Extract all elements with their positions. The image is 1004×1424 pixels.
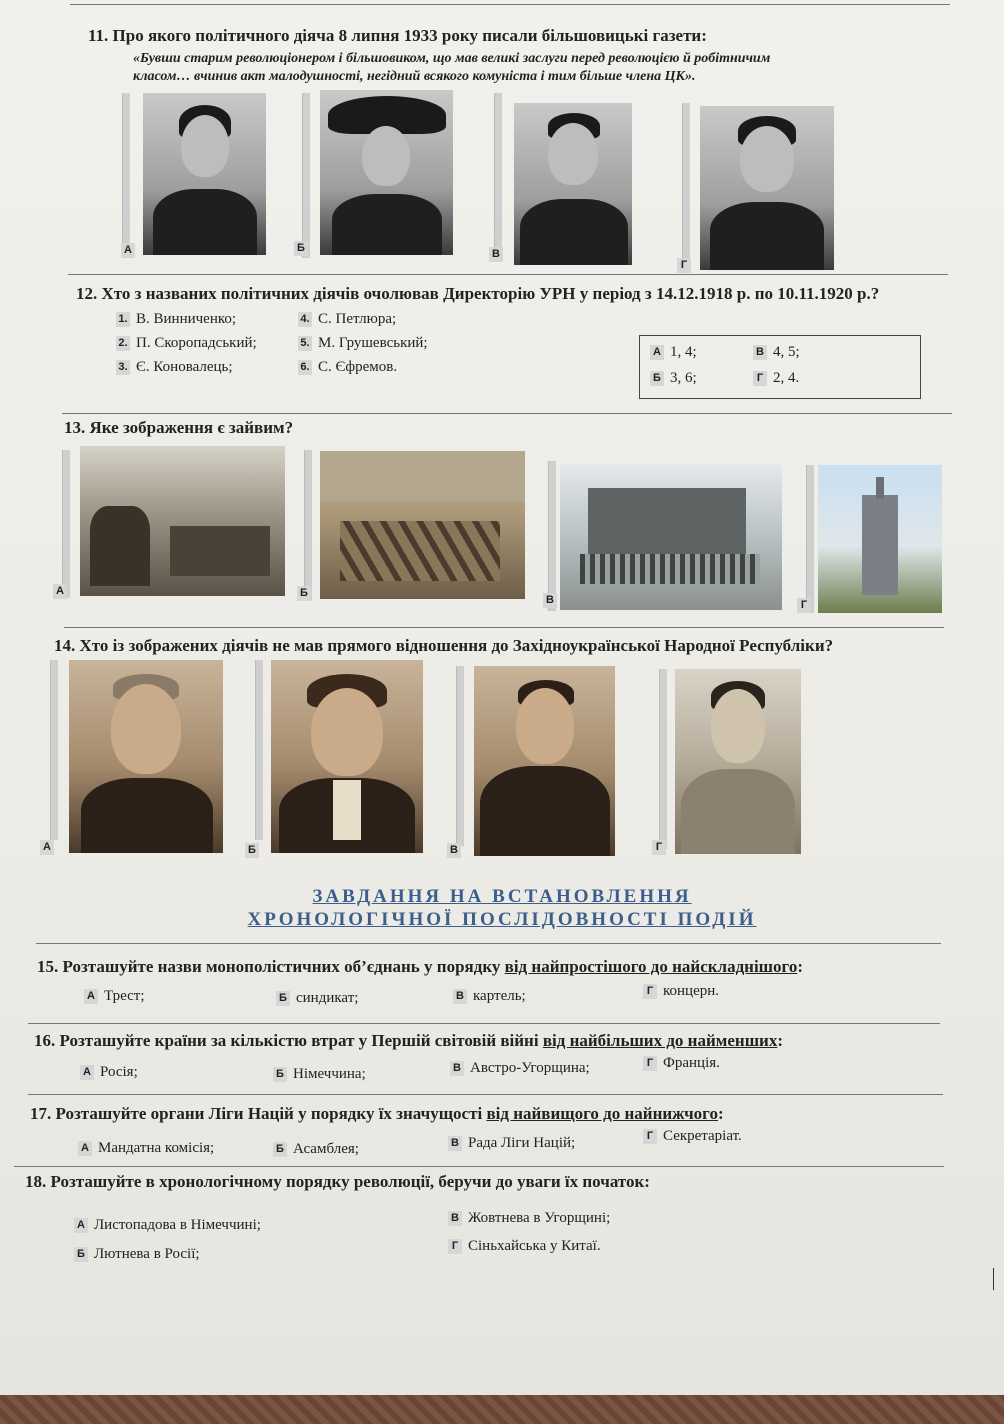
portrait-photo-a[interactable] bbox=[69, 660, 223, 853]
divider bbox=[64, 627, 944, 628]
option-bar bbox=[255, 660, 263, 840]
q12-item-4: 4. С. Петлюра; bbox=[298, 311, 396, 328]
option-bar bbox=[50, 660, 58, 840]
question-17-title: 17. Розташуйте органи Ліги Націй у порядку їх значущості від найвищого до найнижчого: bbox=[30, 1104, 724, 1123]
q17-option-a[interactable]: А Мандатна комісія; bbox=[78, 1140, 214, 1157]
q12-item-6: 6. С. Єфремов. bbox=[298, 359, 397, 376]
option-label-g[interactable]: Г bbox=[797, 598, 811, 613]
photo-street-scene-a[interactable] bbox=[80, 446, 285, 596]
photo-railway-car-v[interactable] bbox=[560, 464, 782, 610]
option-label-a[interactable]: А bbox=[53, 584, 67, 599]
option-bar bbox=[122, 93, 130, 258]
background-fabric bbox=[0, 1395, 1004, 1424]
q16-option-a[interactable]: А Росія; bbox=[80, 1064, 138, 1081]
question-18-title: 18. Розташуйте в хронологічному порядку революції, беручи до уваги їх початок: bbox=[25, 1172, 650, 1191]
portrait-photo-g[interactable] bbox=[700, 106, 834, 270]
option-bar bbox=[456, 666, 464, 846]
section-title-line1: ЗАВДАННЯ НА ВСТАНОВЛЕННЯ bbox=[312, 886, 692, 907]
option-label-b[interactable]: Б bbox=[294, 241, 308, 256]
page-edge-mark bbox=[993, 1268, 994, 1290]
q17-option-g[interactable]: Г Секретаріат. bbox=[643, 1128, 742, 1145]
divider bbox=[36, 943, 941, 944]
option-label-g[interactable]: Г bbox=[652, 840, 666, 855]
divider bbox=[70, 4, 950, 5]
option-label-v[interactable]: В bbox=[489, 247, 503, 262]
question-16-title: 16. Розташуйте країни за кількістю втрат у Першій світовій війні від найбільших до найменших: bbox=[34, 1031, 784, 1050]
option-bar bbox=[304, 450, 312, 600]
q12-item-1: 1. В. Винниченко; bbox=[116, 311, 236, 328]
option-bar bbox=[62, 450, 70, 598]
q17-option-v[interactable]: В Рада Ліги Націй; bbox=[448, 1135, 575, 1152]
divider bbox=[68, 274, 948, 275]
option-bar bbox=[548, 461, 556, 611]
option-label-b[interactable]: Б bbox=[245, 843, 259, 858]
q15-option-v[interactable]: В картель; bbox=[453, 988, 526, 1005]
q18-option-v[interactable]: В Жовтнева в Угорщині; bbox=[448, 1210, 610, 1227]
q15-option-g[interactable]: Г концерн. bbox=[643, 983, 719, 1000]
option-label-v[interactable]: В bbox=[447, 843, 461, 858]
portrait-photo-g[interactable] bbox=[675, 669, 801, 854]
painting-battle-b[interactable] bbox=[320, 451, 525, 599]
q18-option-g[interactable]: Г Сіньхайська у Китаї. bbox=[448, 1238, 601, 1255]
portrait-photo-v[interactable] bbox=[514, 103, 632, 265]
q16-option-v[interactable]: В Австро-Угорщина; bbox=[450, 1060, 590, 1077]
q12-answer-b[interactable]: Б 3, 6; bbox=[650, 370, 697, 387]
q17-option-b[interactable]: Б Асамблея; bbox=[273, 1141, 359, 1158]
photo-memorial-g[interactable] bbox=[818, 465, 942, 613]
q12-answer-a[interactable]: А 1, 4; bbox=[650, 344, 697, 361]
portrait-photo-b[interactable] bbox=[271, 660, 423, 853]
q18-option-a[interactable]: А Листопадова в Німеччині; bbox=[74, 1217, 261, 1234]
question-12-title: 12. Хто з названих політичних діячів очолював Директорію УРН у період з 14.12.1918 р. по 10.11.1920 р.? bbox=[76, 284, 880, 303]
option-label-a[interactable]: А bbox=[40, 840, 54, 855]
q12-item-5: 5. М. Грушевський; bbox=[298, 335, 428, 352]
question-14-title: 14. Хто із зображених діячів не мав прямого відношення до Західноукраїнської Народної Республіки? bbox=[54, 636, 834, 655]
section-title-line2: ХРОНОЛОГІЧНОЇ ПОСЛІДОВНОСТІ ПОДІЙ bbox=[247, 909, 757, 930]
option-bar bbox=[494, 93, 502, 258]
q16-option-g[interactable]: Г Франція. bbox=[643, 1055, 720, 1072]
question-11-title: 11. Про якого політичного діяча 8 липня 1933 року писали більшовицькі газети: bbox=[88, 26, 707, 45]
q15-option-b[interactable]: Б синдикат; bbox=[276, 990, 358, 1007]
q15-option-a[interactable]: А Трест; bbox=[84, 988, 145, 1005]
option-bar bbox=[806, 465, 814, 613]
portrait-photo-v[interactable] bbox=[474, 666, 615, 856]
option-label-g[interactable]: Г bbox=[677, 258, 691, 273]
question-15-title: 15. Розташуйте назви монополістичних об’єднань у порядку від найпростішого до найскладнішого: bbox=[37, 957, 804, 976]
option-label-v[interactable]: В bbox=[543, 593, 557, 608]
divider bbox=[62, 413, 952, 414]
q16-option-b[interactable]: Б Німеччина; bbox=[273, 1066, 366, 1083]
q12-item-3: 3. Є. Коновалець; bbox=[116, 359, 233, 376]
q18-option-b[interactable]: Б Лютнева в Росії; bbox=[74, 1246, 200, 1263]
divider bbox=[28, 1094, 943, 1095]
option-bar bbox=[302, 93, 310, 258]
divider bbox=[14, 1166, 944, 1167]
portrait-photo-a[interactable] bbox=[143, 93, 266, 255]
q12-item-2: 2. П. Скоропадський; bbox=[116, 335, 257, 352]
option-label-b[interactable]: Б bbox=[297, 586, 311, 601]
option-label-a[interactable]: А bbox=[121, 243, 135, 258]
question-11-quote-line2: класом… вчинив акт малодушності, негідний всякого комуніста і тим більше члена ЦК». bbox=[133, 69, 696, 84]
q12-answer-v[interactable]: В 4, 5; bbox=[753, 344, 800, 361]
question-11-quote-line1: «Бувши старим революціонером і більшовиком, що мав великі заслуги перед революцією й робітничим bbox=[133, 51, 771, 66]
question-13-title: 13. Яке зображення є зайвим? bbox=[64, 418, 294, 437]
q12-answer-g[interactable]: Г 2, 4. bbox=[753, 370, 799, 387]
option-bar bbox=[659, 669, 667, 849]
portrait-photo-b[interactable] bbox=[320, 90, 453, 255]
option-bar bbox=[682, 103, 690, 268]
divider bbox=[28, 1023, 940, 1024]
